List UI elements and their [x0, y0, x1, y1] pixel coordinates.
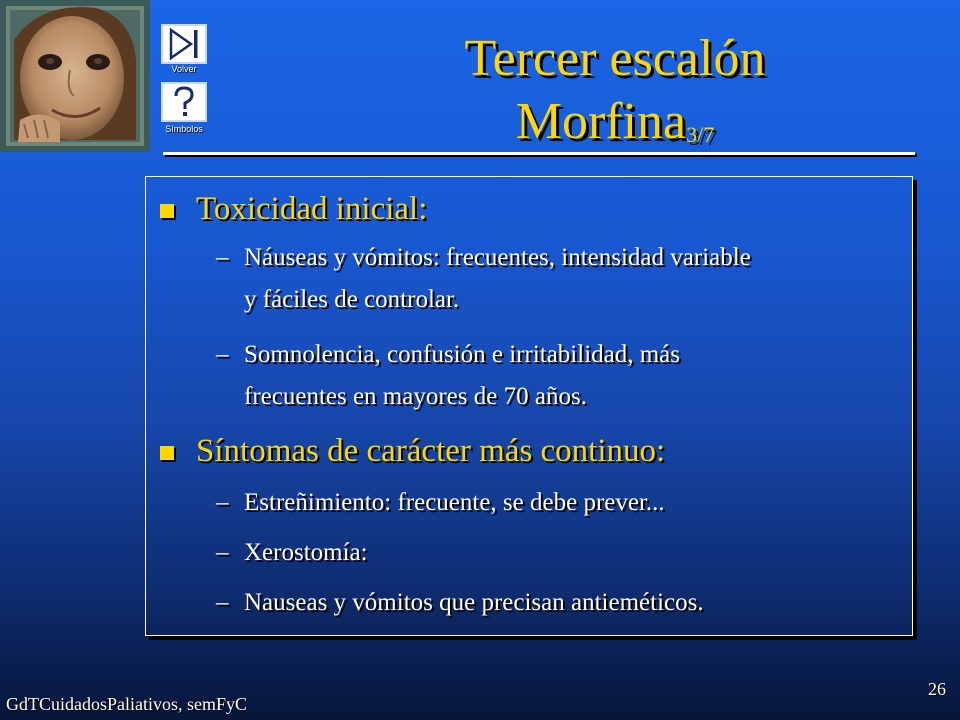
- list-item-line: Nauseas y vómitos que precisan antieméticos.: [244, 589, 704, 616]
- section-heading: Toxicidad inicial:: [196, 191, 428, 227]
- dash-marker: –: [216, 589, 229, 616]
- volver-button[interactable]: [161, 24, 207, 64]
- dash-marker: –: [216, 341, 229, 368]
- slide-title: [400, 30, 830, 87]
- list-item-line: y fáciles de controlar.: [244, 286, 460, 313]
- simbolos-label: Símbolos: [165, 124, 203, 134]
- portrait-image: [0, 0, 150, 152]
- title-line1: Tercer escalón: [464, 30, 766, 87]
- volver-label: Volver: [171, 64, 197, 74]
- list-item-line: Xerostomía:: [244, 539, 368, 566]
- skip-forward-icon: [163, 26, 205, 62]
- list-item-line: Náuseas y vómitos: frecuentes, intensidad variable: [244, 244, 751, 271]
- section-heading: Síntomas de carácter más continuo:: [196, 433, 666, 469]
- list-item-line: Estreñimiento: frecuente, se debe prever...: [244, 489, 665, 516]
- title-subscript: 3/7: [686, 122, 715, 147]
- dash-marker: –: [216, 539, 229, 566]
- list-item-line: frecuentes en mayores de 70 años.: [244, 383, 587, 410]
- title-line2: Morfina: [515, 93, 687, 150]
- dash-marker: –: [216, 244, 229, 271]
- dash-marker: –: [216, 489, 229, 516]
- question-mark-icon: [163, 84, 205, 120]
- title-divider: [163, 152, 915, 155]
- simbolos-button[interactable]: [161, 82, 207, 122]
- bullet-square-icon: [160, 204, 174, 218]
- slide-subtitle: [400, 93, 830, 150]
- list-item-line: Somnolencia, confusión e irritabilidad, más: [244, 341, 681, 368]
- page-number: 26: [928, 679, 946, 699]
- footer-org: GdTCuidadosPaliativos, semFyC: [6, 694, 248, 714]
- bullet-square-icon: [160, 446, 174, 460]
